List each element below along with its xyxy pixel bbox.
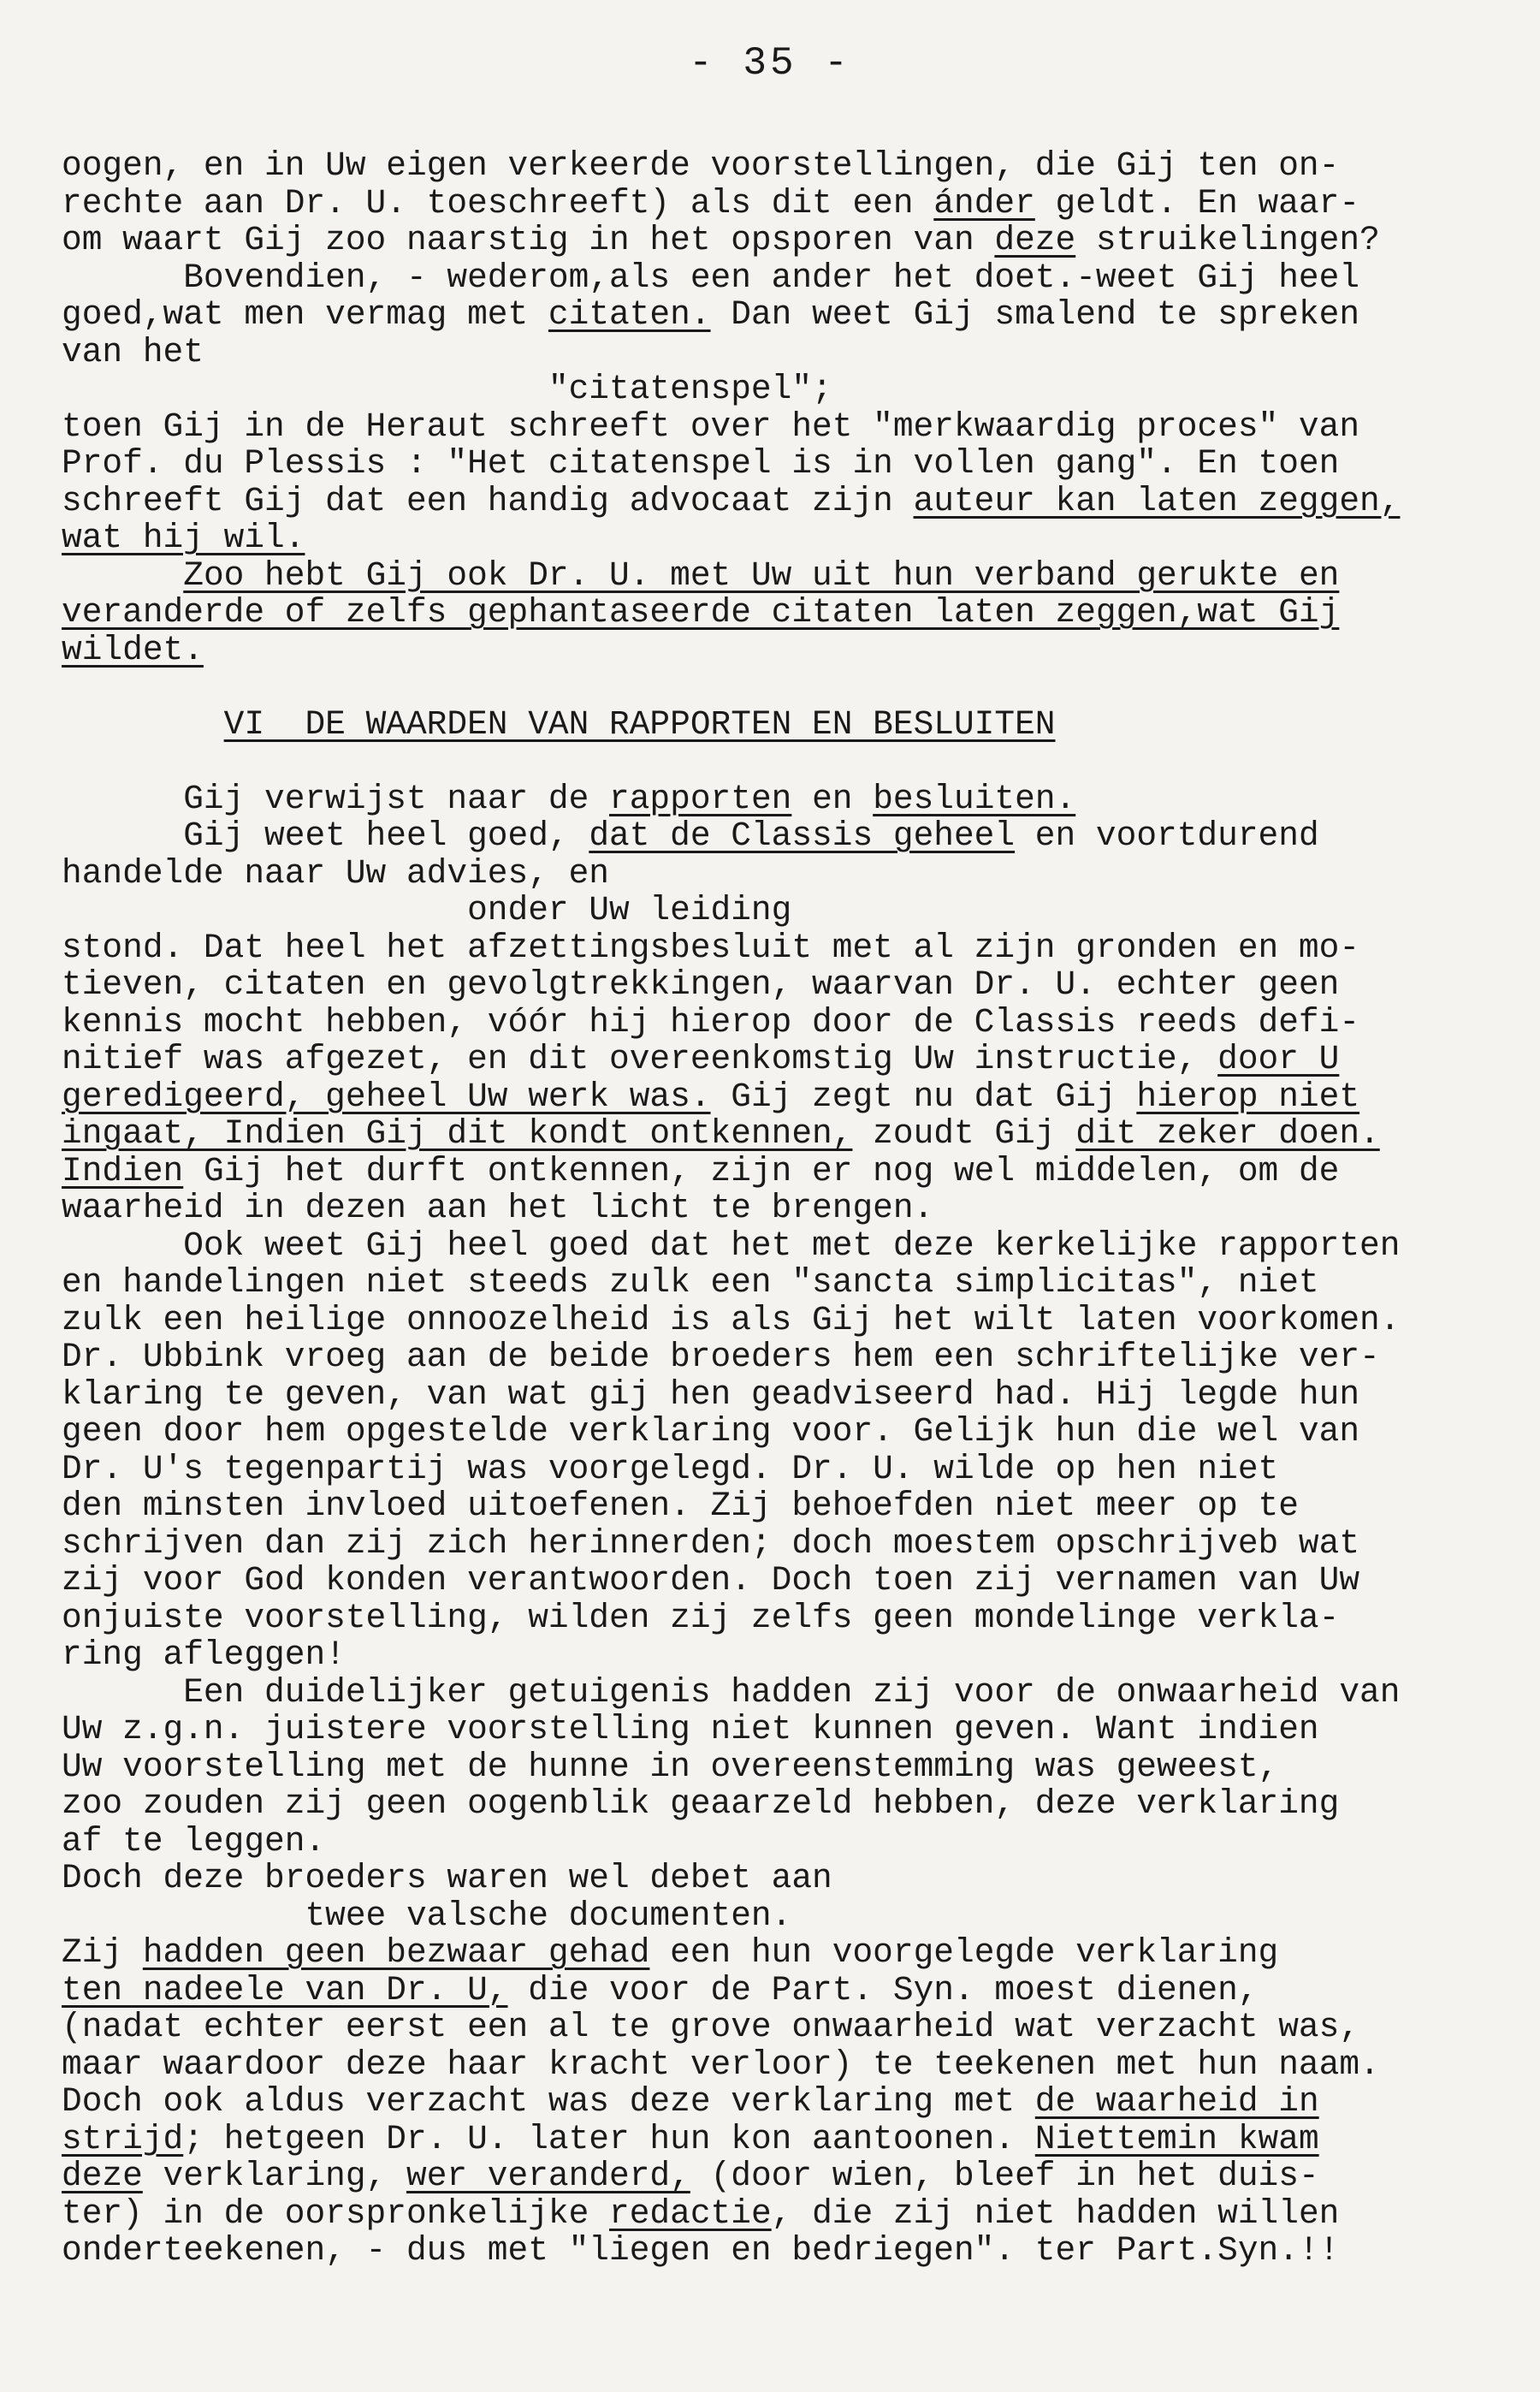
text-line: [62, 334, 1507, 371]
underlined-text: wer veranderd,: [406, 2157, 690, 2195]
text-line: [62, 483, 1507, 520]
text-line: [62, 1674, 1507, 1712]
text-segment: twee valsche documenten.: [62, 1896, 792, 1935]
text-line: [62, 1153, 1507, 1190]
text-segment: die voor de Part. Syn. moest dienen,: [507, 1970, 1259, 2009]
text-segment: Uw z.g.n. juistere voorstelling niet kunnen geven. Want indien: [62, 1710, 1319, 1748]
text-line: [62, 1562, 1507, 1600]
underlined-text: VI DE WAARDEN VAN RAPPORTEN EN BESLUITEN: [223, 704, 1056, 744]
text-line: [62, 1376, 1507, 1414]
text-line: [62, 296, 1507, 334]
text-line: [62, 408, 1507, 446]
text-segment: oogen, en in Uw eigen verkeerde voorstellingen, die Gij ten on-: [62, 146, 1340, 185]
text-segment: en: [791, 779, 874, 818]
text-line: [62, 2158, 1507, 2195]
text-segment: maar waardoor deze haar kracht verloor) te teekenen met hun naam.: [62, 2045, 1380, 2084]
text-line: [62, 1227, 1507, 1265]
text-segment: Gij het durft ontkennen, zijn er nog wel middelen, om de: [183, 1151, 1340, 1190]
underlined-text: redactie: [609, 2193, 772, 2233]
text-line: [62, 706, 1507, 744]
text-segment: (door wien, bleef in het duis-: [690, 2157, 1319, 2195]
text-line: [62, 2009, 1507, 2046]
text-line: [62, 1004, 1507, 1042]
text-segment: Dr. U's tegenpartij was voorgelegd. Dr. U. wilde op hen niet: [62, 1449, 1279, 1488]
text-segment: Ook weet Gij heel goed dat het met deze kerkelijke rapporten: [62, 1226, 1401, 1265]
text-line: [62, 1413, 1507, 1451]
text-segment: Gij zegt nu dat Gij: [710, 1077, 1137, 1116]
text-line: [62, 222, 1507, 259]
text-segment: Een duidelijker getuigenis hadden zij voor de onwaarheid van: [62, 1672, 1401, 1712]
text-line: [62, 817, 1507, 855]
text-segment: Gij weet heel goed,: [62, 816, 589, 855]
text-line: [62, 259, 1507, 297]
text-line: [62, 1115, 1507, 1153]
text-line: [62, 2083, 1507, 2121]
text-segment: onder Uw leiding: [62, 891, 792, 929]
text-segment: Bovendien, - wederom,als een ander het doet.-weet Gij heel: [62, 258, 1360, 297]
text-segment: onderteekenen, - dus met "liegen en bedriegen". ter Part.Syn.!!: [62, 2231, 1340, 2270]
underlined-text: dat de Classis geheel: [589, 816, 1016, 855]
text-line: [62, 1487, 1507, 1525]
text-line: [62, 929, 1507, 967]
text-segment: Dan weet Gij smalend te spreken: [710, 295, 1360, 334]
text-segment: Uw voorstelling met de hunne in overeenstemming was geweest,: [62, 1747, 1279, 1786]
underlined-text: de waarheid in: [1034, 2082, 1319, 2121]
text-line: [62, 1302, 1507, 1339]
text-line: [62, 966, 1507, 1004]
text-segment: struikelingen?: [1075, 221, 1380, 259]
text-line: [62, 668, 1507, 706]
text-line: [62, 147, 1507, 185]
page-number: - 35 -: [689, 41, 851, 86]
text-segment: Gij verwijst naar de: [62, 779, 610, 818]
text-line: [62, 892, 1507, 929]
text-line: [62, 1451, 1507, 1488]
text-line: [62, 1338, 1507, 1376]
underlined-text: geredigeerd, geheel Uw werk was.: [62, 1077, 711, 1116]
text-line: [62, 1785, 1507, 1823]
text-segment: klaring te geven, van wat gij hen geadviseerd had. Hij legde hun: [62, 1374, 1360, 1414]
underlined-text: auteur kan laten zeggen,: [913, 481, 1401, 520]
underlined-text: deze: [62, 2157, 143, 2195]
underlined-text: besluiten.: [873, 779, 1076, 818]
text-line: [62, 2046, 1507, 2084]
text-line: [62, 1860, 1507, 1897]
text-segment: zoo zouden zij geen oogenblik geaarzeld hebben, deze verklaring: [62, 1784, 1340, 1823]
text-line: [62, 557, 1507, 595]
text-segment: een hun voorgelegde verklaring: [649, 1933, 1279, 1972]
text-segment: toen Gij in de Heraut schreeft over het "merkwaardig proces" van: [62, 407, 1360, 446]
text-line: [62, 1897, 1507, 1935]
underlined-text: Indien: [62, 1151, 184, 1190]
underlined-text: ten nadeele van Dr. U,: [62, 1970, 508, 2009]
text-segment: "citatenspel";: [62, 370, 832, 408]
text-line: [62, 1636, 1507, 1674]
text-line: [62, 1711, 1507, 1748]
text-segment: ring afleggen!: [62, 1635, 346, 1674]
text-segment: ter) in de oorspronkelijke: [62, 2193, 610, 2233]
text-segment: geldt. En waar-: [1034, 183, 1360, 223]
text-line: [62, 743, 1507, 781]
underlined-text: door U: [1217, 1040, 1340, 1078]
text-segment: (nadat echter eerst een al te grove onwaarheid wat verzacht was,: [62, 2008, 1360, 2046]
text-line: [62, 855, 1507, 893]
text-segment: nitief was afgezet, en dit overeenkomstig Uw instructie,: [62, 1040, 1218, 1078]
text-segment: schrijven dan zij zich herinnerden; doch moestem opschrijveb wat: [62, 1523, 1360, 1563]
text-segment: schreeft Gij dat een handig advocaat zijn: [62, 481, 914, 520]
text-segment: Zij: [62, 1933, 143, 1972]
text-segment: geen door hem opgestelde verklaring voor. Gelijk hun die wel van: [62, 1412, 1360, 1451]
underlined-text: wildet.: [62, 630, 204, 669]
text-segment: om waart Gij zoo naarstig in het opsporen van: [62, 221, 995, 259]
text-line: [62, 445, 1507, 483]
underlined-text: wat hij wil.: [62, 519, 305, 557]
underlined-text: rapporten: [609, 779, 792, 818]
underlined-text: dit zeker doen.: [1075, 1114, 1380, 1153]
underlined-text: deze: [994, 221, 1076, 259]
text-line: [62, 1934, 1507, 1972]
text-line: [62, 1600, 1507, 1637]
text-line: [62, 594, 1507, 632]
text-segment: zij voor God konden verantwoorden. Doch toen zij vernamen van Uw: [62, 1561, 1360, 1600]
text-line: [62, 1264, 1507, 1302]
text-line: [62, 185, 1507, 223]
underlined-text: Zoo hebt Gij ook Dr. U. met Uw uit hun verband gerukte en: [183, 555, 1340, 595]
text-segment: den minsten invloed uitoefenen. Zij behoefden niet meer op te: [62, 1487, 1299, 1525]
text-line: [62, 781, 1507, 818]
underlined-text: Niettemin kwam: [1034, 2119, 1319, 2158]
text-segment: en handelingen niet steeds zulk een "sancta simplicitas", niet: [62, 1263, 1319, 1302]
text-segment: verklaring,: [142, 2157, 406, 2195]
underlined-text: veranderde of zelfs gephantaseerde citaten laten zeggen,wat Gij: [62, 593, 1340, 632]
underlined-text: ingaat, Indien Gij dit kondt ontkennen,: [62, 1114, 853, 1153]
text-segment: Doch deze broeders waren wel debet aan: [62, 1859, 832, 1897]
text-line: [62, 1823, 1507, 1861]
text-segment: [62, 556, 183, 595]
text-segment: en voortdurend: [1015, 816, 1319, 855]
text-segment: zulk een heilige onnoozelheid is als Gij het wilt laten voorkomen.: [62, 1300, 1401, 1339]
text-line: [62, 1748, 1507, 1786]
underlined-text: hadden geen bezwaar gehad: [142, 1933, 650, 1972]
text-segment: af te leggen.: [62, 1821, 326, 1861]
text-segment: Doch ook aldus verzacht was deze verklaring met: [62, 2082, 1035, 2121]
text-line: [62, 632, 1507, 669]
text-line: [62, 1078, 1507, 1116]
underlined-text: strijd: [62, 2119, 184, 2158]
underlined-text: hierop niet: [1136, 1077, 1360, 1116]
text-line: [62, 519, 1507, 557]
text-segment: tieven, citaten en gevolgtrekkingen, waarvan Dr. U. echter geen: [62, 965, 1340, 1004]
text-segment: onjuiste voorstelling, wilden zij zelfs geen mondelinge verkla-: [62, 1598, 1340, 1637]
text-segment: [62, 705, 224, 744]
text-line: [62, 2232, 1507, 2270]
body-text: [62, 147, 1507, 2270]
underlined-text: ánder: [933, 183, 1035, 223]
text-line: [62, 371, 1507, 408]
text-segment: , die zij niet hadden willen: [771, 2193, 1340, 2233]
text-segment: goed,wat men vermag met: [62, 295, 548, 334]
text-segment: Prof. du Plessis : "Het citatenspel is in vollen gang". En toen: [62, 444, 1340, 483]
text-line: [62, 2121, 1507, 2158]
text-segment: handelde naar Uw advies, en: [62, 853, 610, 893]
text-line: [62, 1041, 1507, 1078]
text-segment: van het: [62, 332, 204, 371]
text-line: [62, 1190, 1507, 1227]
text-line: [62, 2195, 1507, 2233]
text-segment: ; hetgeen Dr. U. later hun kon aantoonen.: [183, 2119, 1035, 2158]
text-segment: stond. Dat heel het afzettingsbesluit met al zijn gronden en mo-: [62, 928, 1360, 967]
text-segment: rechte aan Dr. U. toeschreeft) als dit een: [62, 183, 934, 223]
text-segment: zoudt Gij: [852, 1114, 1076, 1153]
text-line: [62, 1972, 1507, 2009]
text-line: [62, 1525, 1507, 1563]
text-segment: Dr. Ubbink vroeg aan de beide broeders hem een schriftelijke ver-: [62, 1338, 1380, 1376]
text-segment: kennis mocht hebben, vóór hij hierop door de Classis reeds defi-: [62, 1002, 1360, 1042]
text-segment: waarheid in dezen aan het licht te brengen.: [62, 1189, 934, 1227]
underlined-text: citaten.: [548, 295, 711, 334]
